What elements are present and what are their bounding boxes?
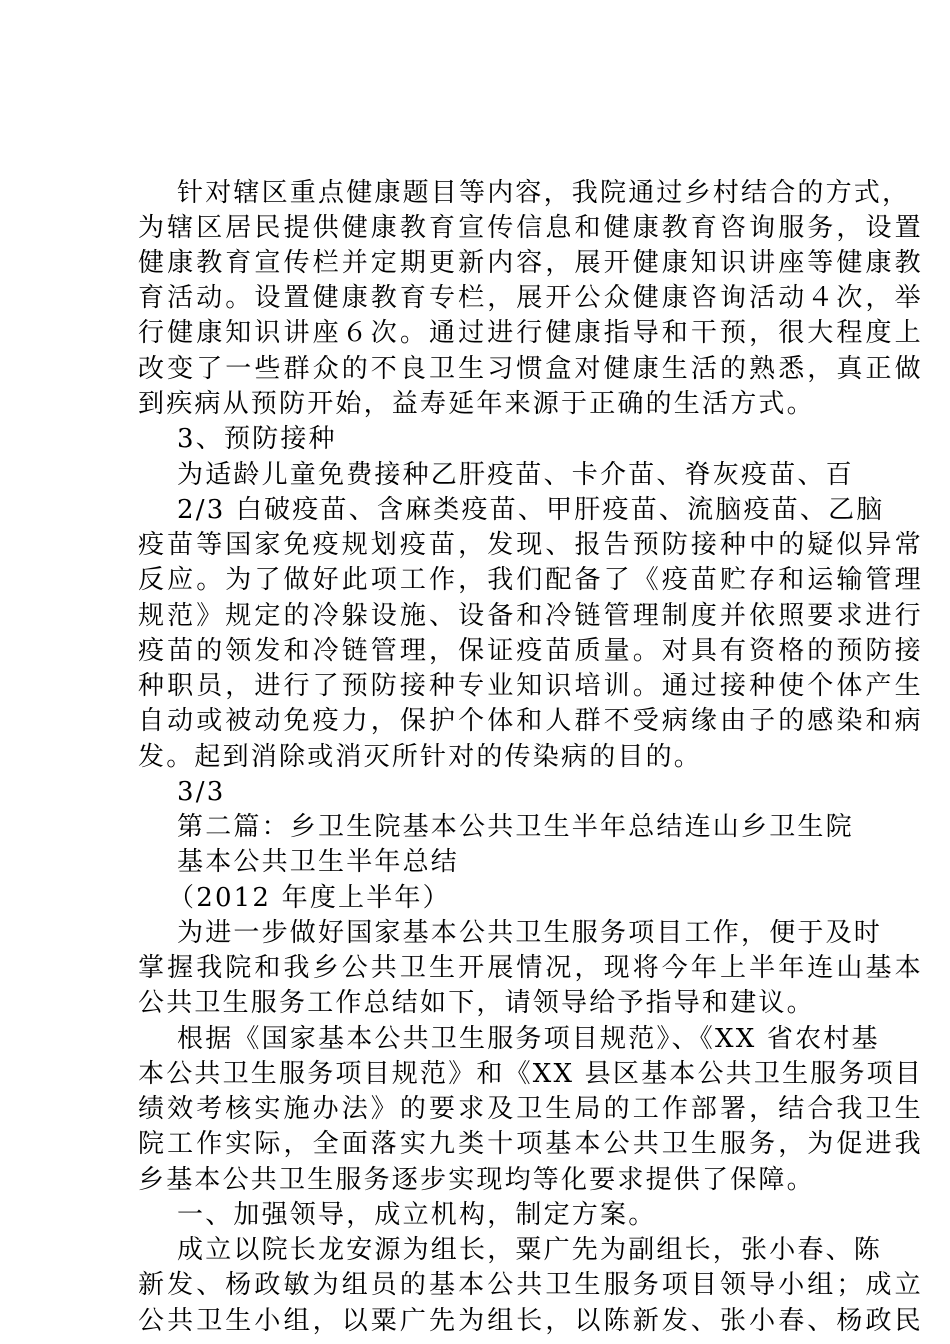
text-line: 种职员，进行了预防接种专业知识培训。通过接种使个体产生 bbox=[138, 671, 924, 701]
text-line: 本公共卫生服务项目规范》和《XX 县区基本公共卫生服务项目 bbox=[138, 1059, 924, 1089]
text-line: 院工作实际，全面落实九类十项基本公共卫生服务，为促进我 bbox=[138, 1129, 924, 1159]
text-line: 健康教育宣传栏并定期更新内容，展开健康知识讲座等健康教 bbox=[138, 248, 924, 278]
text-line: 为进一步做好国家基本公共卫生服务项目工作，便于及时 bbox=[177, 918, 883, 948]
text-line: 掌握我院和我乡公共卫生开展情况，现将今年上半年连山基本 bbox=[138, 953, 924, 983]
section-heading: 一、加强领导，成立机构，制定方案。 bbox=[177, 1200, 657, 1230]
text-line: 2/3 白破疫苗、含麻类疫苗、甲肝疫苗、流脑疫苗、乙脑 bbox=[177, 495, 885, 525]
text-line: 针对辖区重点健康题目等内容，我院通过乡村结合的方式， bbox=[177, 178, 911, 208]
chapter-period: （2012 年度上半年） bbox=[168, 883, 451, 913]
section-heading: 3、预防接种 bbox=[177, 424, 337, 454]
text-line: 育活动。设置健康教育专栏，展开公众健康咨询活动４次，举 bbox=[138, 283, 924, 313]
text-line: 反应。为了做好此项工作，我们配备了《疫苗贮存和运输管理 bbox=[138, 565, 924, 595]
text-line: 根据《国家基本公共卫生服务项目规范》、《XX 省农村基 bbox=[177, 1024, 880, 1054]
text-line: 规范》规定的冷躲设施、设备和冷链管理制度并依照要求进行 bbox=[138, 601, 924, 631]
text-line: 自动或被动免疫力，保护个体和人群不受病缘由子的感染和病 bbox=[138, 706, 924, 736]
text-line: 新发、杨政敏为组员的基本公共卫生服务项目领导小组；成立 bbox=[138, 1270, 924, 1300]
chapter-title: 第二篇：乡卫生院基本公共卫生半年总结连山乡卫生院 bbox=[177, 812, 854, 842]
text-line: 绩效考核实施办法》的要求及卫生局的工作部署，结合我卫生 bbox=[138, 1094, 924, 1124]
text-line: 发。起到消除或消灭所针对的传染病的目的。 bbox=[138, 742, 703, 772]
text-line: 公共卫生服务工作总结如下，请领导给予指导和建议。 bbox=[138, 988, 815, 1018]
text-line: 疫苗的领发和冷链管理，保证疫苗质量。对具有资格的预防接 bbox=[138, 636, 924, 666]
text-line: 成立以院长龙安源为组长，粟广先为副组长，张小春、陈 bbox=[177, 1235, 883, 1265]
text-line: 疫苗等国家免疫规划疫苗，发现、报告预防接种中的疑似异常 bbox=[138, 530, 924, 560]
text-line: 乡基本公共卫生服务逐步实现均等化要求提供了保障。 bbox=[138, 1165, 815, 1195]
text-line: 为辖区居民提供健康教育宣传信息和健康教育咨询服务，设置 bbox=[138, 213, 924, 243]
text-line: 行健康知识讲座６次。通过进行健康指导和干预，很大程度上 bbox=[138, 318, 924, 348]
text-line: 公共卫生小组，以粟广先为组长，以陈新发、张小春、杨政民 bbox=[138, 1306, 924, 1336]
chapter-subtitle: 基本公共卫生半年总结 bbox=[177, 847, 460, 877]
text-line: 到疾病从预防开始，益寿延年来源于正确的生活方式。 bbox=[138, 389, 815, 419]
text-line: 改变了一些群众的不良卫生习惯盒对健康生活的熟悉，真正做 bbox=[138, 354, 924, 384]
text-line: 为适龄儿童免费接种乙肝疫苗、卡介苗、脊灰疫苗、百 bbox=[177, 460, 854, 490]
page-marker: 3/3 bbox=[177, 777, 226, 807]
